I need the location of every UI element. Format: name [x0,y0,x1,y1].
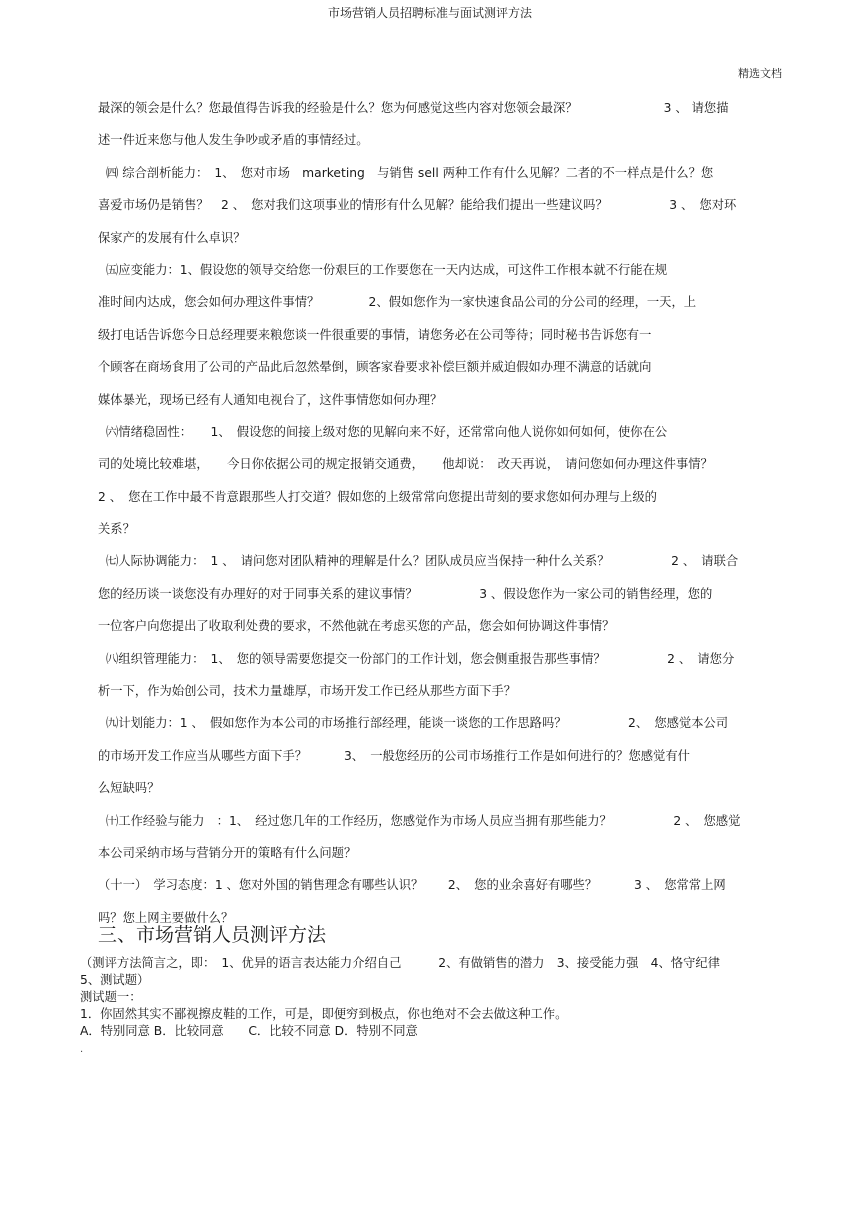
paragraph-line: 级打电话告诉您今日总经理要来粮您谈一件很重要的事情，请您务必在公司等待；同时秘书告诉您有一 [98,327,652,342]
paragraph-line: ㈦人际协调能力： 1 、 请问您对团队精神的理解是什么？团队成员应当保持一种什么关系？ 2 、 请联合 [106,554,739,569]
paragraph-line: 的市场开发工作应当从哪些方面下手？ 3、 一般您经历的公司市场推行工作是如何进行的？您感觉有什 [98,748,690,763]
section-title: 三、市场营销人员测评方法 [98,924,327,946]
test-heading: 测试题一： [80,990,142,1004]
document-body [98,92,782,934]
paragraph-line: ㈧组织管理能力： 1、 您的领导需要您提交一份部门的工作计划，您会侧重报告那些事情？ 2 、 请您分 [106,651,735,666]
trailing-mark: . [80,1044,84,1055]
paragraph-line: 准时间内达成，您会如何办理这件事情？ 2、假如您作为一家快速食品公司的分公司的经理，一天，上 [98,295,697,310]
corner-label: 精选文档 [738,67,782,80]
assessment-line: 5、测试题） [80,973,150,987]
paragraph-line: 最深的领会是什么？您最值得告诉我的经验是什么？您为何感觉这些内容对您领会最深？ 3 、 请您描 [98,101,729,115]
assessment-block [80,955,782,1040]
paragraph-line: 关系？ [98,522,135,537]
paragraph-line: 个顾客在商场食用了公司的产品此后忽然晕倒，顾客家眷要求补偿巨额并威迫假如办理不满意的话就向 [98,360,652,375]
paragraph-line: ㈣ 综合剖析能力： 1、 您对市场 marketing 与销售 sell 两种工作有什么见解？二者的不一样点是什么？您 [106,165,714,180]
paragraph-line: ㈥情绪稳固性： 1、 假设您的间接上级对您的见解向来不好，还常常向他人说你如何如何，使你在公 [106,424,668,439]
paragraph-line: 么短缺吗？ [98,781,160,796]
paragraph-line: 吗？您上网主要做什么？ [98,910,234,925]
paragraph-line: 司的处境比较难堪， 今日你依据公司的规定报销交通费， 他却说： 改天再说， 请问您如何办理这件事情？ [98,457,713,472]
paragraph-line: 媒体暴光，现场已经有人通知电视台了，这件事情您如何办理？ [98,392,443,407]
paragraph-line: ㈨计划能力：1 、 假如您作为本公司的市场推行部经理，能谈一谈您的工作思路吗？ 2、 您感觉本公司 [106,716,729,731]
test-question: 1．你固然其实不鄙视擦皮鞋的工作，可是，即便穷到极点，你也绝对不会去做这种工作。 [80,1007,568,1021]
paragraph-line: 析一下，作为始创公司，技术力量雄厚，市场开发工作已经从那些方面下手？ [98,684,517,699]
paragraph-line: 2 、 您在工作中最不肯意跟那些人打交道？假如您的上级常常向您提出苛刻的要求您如何办理与上级的 [98,489,657,504]
document-header-title: 市场营销人员招聘标准与面试测评方法 [327,6,532,20]
paragraph-line: （十一） 学习态度：1 、您对外国的销售理念有哪些认识？ 2、 您的业余喜好有哪些？ 3 、 您常常上网 [98,878,726,893]
paragraph-line: ㈩工作经验与能力 ：1、 经过您几年的工作经历，您感觉作为市场人员应当拥有那些能力？ 2 、 您感觉 [106,813,741,828]
paragraph-line: 本公司采纳市场与营销分开的策略有什么问题？ [98,845,357,860]
paragraph-line: 述一件近来您与他人发生争吵或矛盾的事情经过。 [98,133,369,148]
assessment-line: （测评方法简言之，即： 1、优异的语言表达能力介绍自己 2、有做销售的潜力 3、接受能力强 4、恪守纪律 [80,956,720,970]
paragraph-line: ㈤应变能力：1、假设您的领导交给您一份艰巨的工作要您在一天内达成，可这件工作根本就不行能在规 [106,262,668,277]
paragraph-line: 保家产的发展有什么卓识？ [98,230,246,245]
paragraph-line: 一位客户向您提出了收取利处费的要求，不然他就在考虑买您的产品，您会如何协调这件事情？ [98,619,615,634]
paragraph-line: 您的经历谈一谈您没有办理好的对于同事关系的建议事情？ 3 、假设您作为一家公司的销售经理，您的 [98,586,713,601]
paragraph-line: 喜爱市场仍是销售？ 2 、 您对我们这项事业的情形有什么见解？能给我们提出一些建议吗？ 3 、 您对环 [98,198,737,213]
test-options: A．特别同意 B．比较同意 C．比较不同意 D．特别不同意 [80,1024,418,1038]
